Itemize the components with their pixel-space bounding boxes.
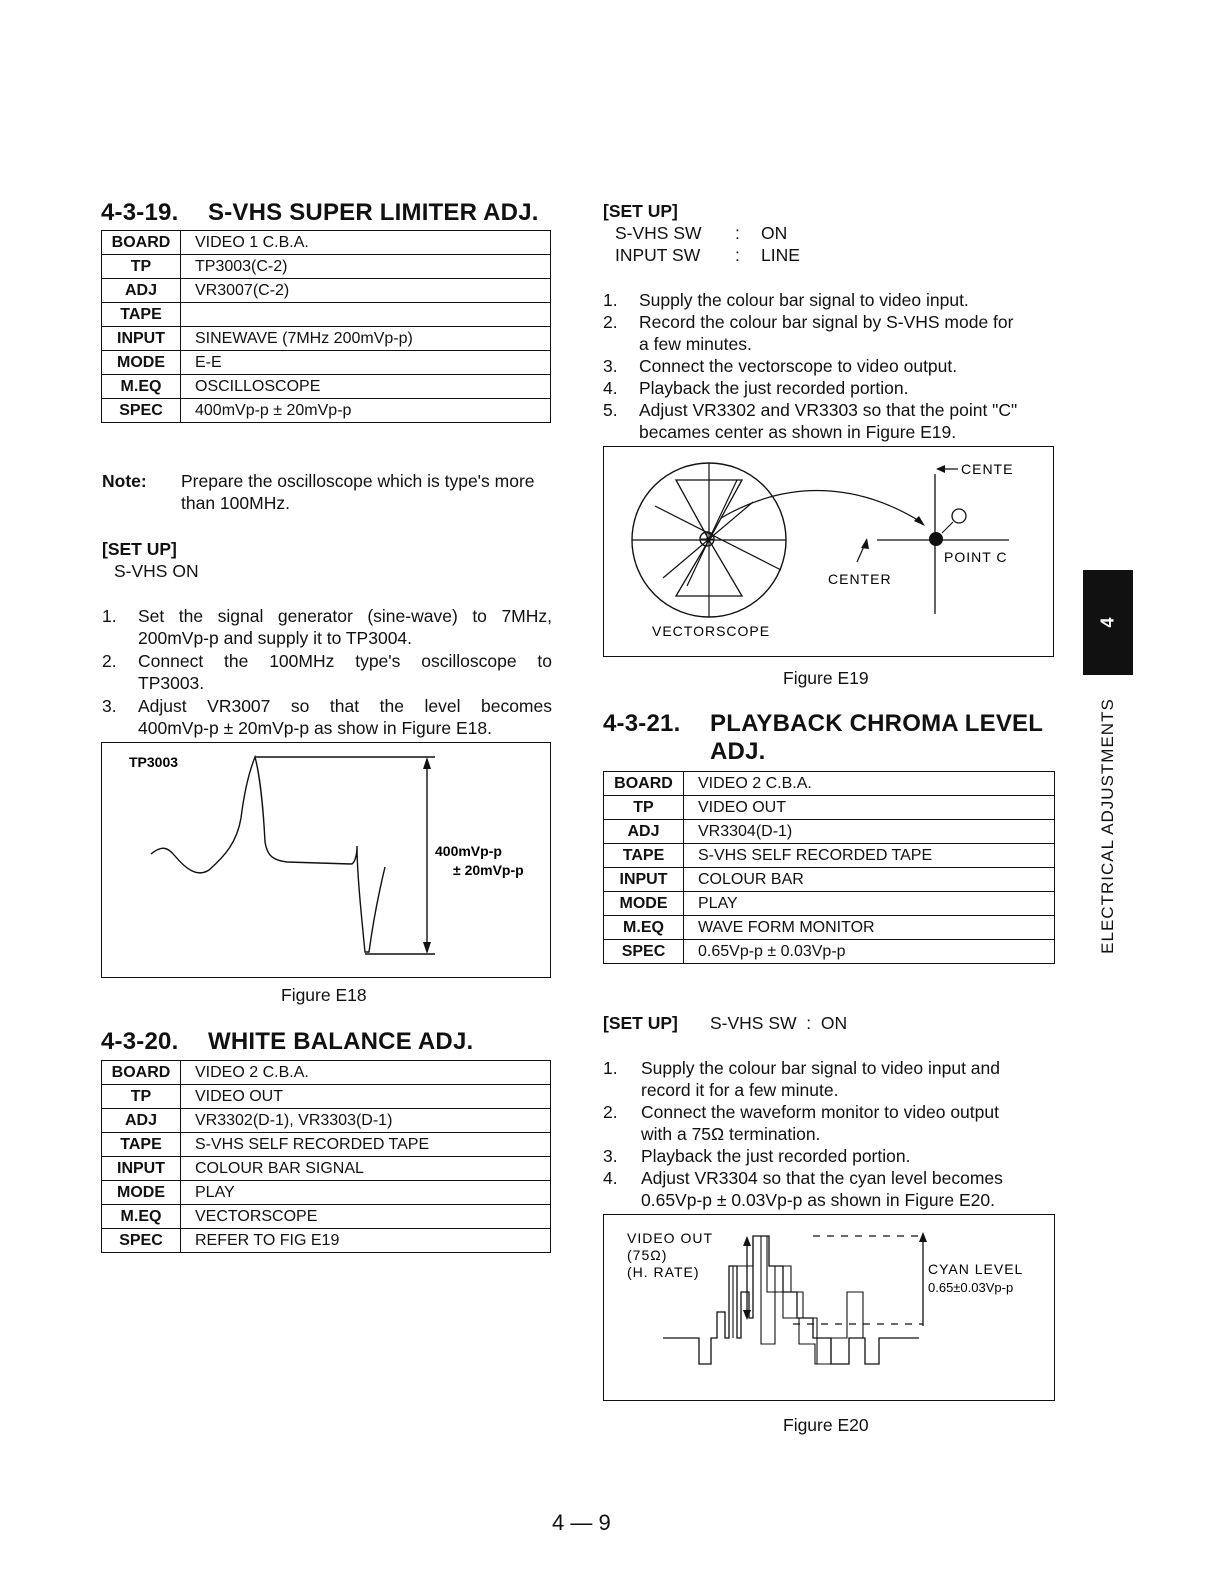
table-key: MODE [102, 351, 181, 375]
step-text: Connect the vectorscope to video output. [639, 356, 958, 376]
table-row [102, 1109, 551, 1133]
step-number: 3. [603, 1146, 618, 1166]
arrow-head-up [919, 1232, 927, 1242]
table-row [102, 1157, 551, 1181]
table-key: SPEC [102, 399, 181, 423]
list-item [603, 1167, 1055, 1211]
table-row [102, 255, 551, 279]
list-item [603, 1145, 1055, 1167]
section-heading: PLAYBACK CHROMA LEVEL [710, 710, 1044, 737]
setup-label: [SET UP] [102, 539, 177, 559]
list-item [102, 605, 552, 649]
setup-row [615, 222, 787, 244]
step-text: Record the colour bar signal by S-VHS mode for [639, 312, 1014, 332]
step-text: Playback the just recorded portion. [641, 1146, 911, 1166]
step-text: 0.65Vp-p ± 0.03Vp-p as shown in Figure E20. [641, 1190, 995, 1210]
arrow-head-down [423, 942, 431, 954]
center-label: CENTER [827, 570, 892, 587]
point-c-label: POINT C [943, 548, 1008, 565]
setup-separator: : [735, 223, 740, 243]
table-key: MODE [604, 892, 684, 916]
table-row [102, 399, 551, 423]
list-item [603, 355, 1055, 377]
step-text: record it for a few minute. [641, 1080, 839, 1100]
list-item [102, 650, 552, 694]
step-number: 4. [603, 378, 618, 398]
point-c-arrow [942, 522, 953, 533]
table-value: PLAY [181, 1181, 551, 1205]
star-line [687, 480, 737, 586]
table-value: VIDEO OUT [181, 1085, 551, 1109]
section-number: 4-3-20. [101, 1028, 179, 1055]
chapter-number: 4 [1097, 617, 1118, 628]
step-text: 400mVp-p ± 20mVp-p as show in Figure E18. [138, 718, 492, 738]
table-row [604, 916, 1055, 940]
table-key: INPUT [102, 1157, 181, 1181]
list-item [603, 399, 1055, 443]
spec-table-4-3-19 [101, 230, 551, 423]
table-row [604, 820, 1055, 844]
step-number: 2. [603, 1102, 618, 1122]
table-row [102, 327, 551, 351]
table-key: SPEC [604, 940, 684, 964]
vectorscope-diagram [603, 446, 1054, 657]
table-row [604, 796, 1055, 820]
section-4-3-20-title [101, 1028, 473, 1056]
table-value: PLAY [684, 892, 1055, 916]
ohm-label: (75Ω) [626, 1246, 667, 1263]
table-value: VR3302(D-1), VR3303(D-1) [181, 1109, 551, 1133]
list-item [603, 1101, 1055, 1145]
table-key: BOARD [604, 772, 684, 796]
step-text: Connect the waveform monitor to video output [641, 1102, 999, 1122]
table-row [102, 1205, 551, 1229]
step-number: 5. [603, 400, 618, 420]
note-text-line1: Prepare the oscilloscope which is type's more [181, 471, 535, 491]
step-text: Adjust VR3304 so that the cyan level becomes [641, 1168, 1003, 1188]
setup-row [615, 244, 800, 266]
step-text: Supply the colour bar signal to video input. [639, 290, 969, 310]
step-number: 1. [102, 606, 117, 626]
step-text: Adjust VR3007 so that the level becomes [138, 696, 552, 716]
spec-table-4-3-20 [101, 1060, 551, 1253]
setup-label: [SET UP] [603, 1013, 678, 1033]
colour-bar-waveform-overlay [761, 1236, 863, 1364]
table-row [102, 231, 551, 255]
step-text: Connect the 100MHz type's oscilloscope to [138, 651, 552, 671]
cente-arrow-head [936, 465, 945, 473]
table-key: M.EQ [102, 375, 181, 399]
table-value: VIDEO 1 C.B.A. [181, 231, 551, 255]
table-value: VECTORSCOPE [181, 1205, 551, 1229]
table-value: COLOUR BAR SIGNAL [181, 1157, 551, 1181]
cente-label: CENTE [960, 460, 1013, 477]
waveform-monitor-diagram [603, 1214, 1055, 1401]
point-c-dot [929, 532, 943, 546]
table-row [604, 772, 1055, 796]
side-label: ELECTRICAL ADJUSTMENTS [1098, 698, 1117, 954]
table-key: TP [604, 796, 684, 820]
step-text: Set the signal generator (sine-wave) to 7MHz, [138, 606, 552, 626]
section-number: 4-3-21. [603, 710, 681, 737]
table-value: VR3007(C-2) [181, 279, 551, 303]
step-text: TP3003. [138, 673, 205, 693]
table-value: COLOUR BAR [684, 868, 1055, 892]
figure-e20 [603, 1214, 1055, 1401]
step-number: 1. [603, 290, 618, 310]
level-label-1: 400mVp-p [434, 842, 502, 859]
table-key: TP [102, 1085, 181, 1109]
step-number: 4. [603, 1168, 618, 1188]
page-number: 4 — 9 [552, 1510, 611, 1535]
table-key: TP [102, 255, 181, 279]
center-target-circle [952, 509, 966, 523]
video-out-label: VIDEO OUT [626, 1229, 713, 1246]
setup-key: S-VHS SW [615, 223, 702, 243]
list-item [603, 1057, 1055, 1101]
oscilloscope-waveform-diagram [101, 742, 551, 978]
table-value: S-VHS SELF RECORDED TAPE [684, 844, 1055, 868]
note-text-line2: than 100MHz. [181, 493, 290, 513]
setup-key: INPUT SW [615, 245, 701, 265]
section-number: 4-3-19. [101, 199, 179, 226]
chapter-tab [1083, 570, 1133, 675]
zoom-arrow-head [914, 516, 925, 526]
step-text: with a 75Ω termination. [641, 1124, 821, 1144]
table-key: M.EQ [604, 916, 684, 940]
colour-bar-waveform [663, 1236, 919, 1364]
cyan-level-value: 0.65±0.03Vp-p [927, 1279, 1013, 1295]
table-key: BOARD [102, 1061, 181, 1085]
table-row [102, 351, 551, 375]
setup-label: [SET UP] [603, 201, 678, 221]
center-pointer-head [861, 538, 869, 549]
table-value: 400mVp-p ± 20mVp-p [181, 399, 551, 423]
table-value: 0.65Vp-p ± 0.03Vp-p [684, 940, 1055, 964]
table-key: TAPE [102, 1133, 181, 1157]
table-key: INPUT [102, 327, 181, 351]
table-key: ADJ [102, 279, 181, 303]
table-key: ADJ [604, 820, 684, 844]
table-row [102, 303, 551, 327]
table-value: S-VHS SELF RECORDED TAPE [181, 1133, 551, 1157]
arrow-head-up [743, 1236, 751, 1246]
section-heading-continued: ADJ. [710, 738, 766, 765]
table-key: M.EQ [102, 1205, 181, 1229]
table-value: SINEWAVE (7MHz 200mVp-p) [181, 327, 551, 351]
arrow-head-up [423, 757, 431, 769]
figure-e19-caption: Figure E19 [783, 668, 869, 688]
setup-line: S-VHS SW : ON [710, 1013, 848, 1033]
colour-bar-waveform-overlay [733, 1236, 831, 1364]
table-row [604, 892, 1055, 916]
level-label-2: ± 20mVp-p [452, 861, 524, 878]
setup-separator: : [735, 245, 740, 265]
vectorscope-label: VECTORSCOPE [651, 622, 770, 639]
table-row [102, 1085, 551, 1109]
step-number: 2. [102, 651, 117, 671]
step-number: 3. [102, 696, 117, 716]
list-item [102, 695, 552, 739]
table-row [102, 1229, 551, 1253]
section-heading: S-VHS SUPER LIMITER ADJ. [208, 199, 539, 226]
table-value: TP3003(C-2) [181, 255, 551, 279]
table-key: INPUT [604, 868, 684, 892]
table-value: VIDEO 2 C.B.A. [181, 1061, 551, 1085]
table-row [102, 279, 551, 303]
table-row [102, 1181, 551, 1205]
list-item [603, 289, 1055, 311]
step-text: Adjust VR3302 and VR3303 so that the point "C" [639, 400, 1018, 420]
step-number: 2. [603, 312, 618, 332]
table-value: VIDEO 2 C.B.A. [684, 772, 1055, 796]
tp-label: TP3003 [128, 753, 178, 770]
zoom-arrow [721, 490, 921, 521]
spec-table-4-3-21 [603, 771, 1055, 964]
section-4-3-21-title [603, 710, 1043, 738]
table-row [102, 1133, 551, 1157]
figure-e19 [603, 446, 1054, 657]
table-value: WAVE FORM MONITOR [684, 916, 1055, 940]
step-text: a few minutes. [639, 334, 752, 354]
note-label: Note: [102, 471, 147, 491]
table-row [102, 1061, 551, 1085]
table-value [181, 303, 551, 327]
cyan-level-label: CYAN LEVEL [927, 1260, 1023, 1277]
table-row [604, 844, 1055, 868]
table-value: VR3304(D-1) [684, 820, 1055, 844]
section-heading: WHITE BALANCE ADJ. [208, 1028, 474, 1055]
table-key: TAPE [604, 844, 684, 868]
table-row [102, 375, 551, 399]
setup-value: ON [761, 223, 788, 243]
table-key: SPEC [102, 1229, 181, 1253]
table-value: OSCILLOSCOPE [181, 375, 551, 399]
figure-e20-caption: Figure E20 [783, 1415, 869, 1435]
section-4-3-19-title [101, 199, 539, 227]
setup-line: S-VHS ON [114, 561, 199, 581]
figure-e18 [101, 742, 551, 978]
list-item [603, 377, 1055, 399]
table-value: REFER TO FIG E19 [181, 1229, 551, 1253]
step-text: 200mVp-p and supply it to TP3004. [138, 628, 413, 648]
step-number: 1. [603, 1058, 618, 1078]
table-key: MODE [102, 1181, 181, 1205]
table-value: E-E [181, 351, 551, 375]
step-text: Playback the just recorded portion. [639, 378, 909, 398]
table-key: TAPE [102, 303, 181, 327]
star-line [655, 506, 781, 570]
list-item [603, 311, 1055, 355]
table-key: ADJ [102, 1109, 181, 1133]
h-rate-label: (H. RATE) [626, 1263, 700, 1280]
figure-e18-caption: Figure E18 [281, 985, 367, 1005]
step-text: becames center as shown in Figure E19. [639, 422, 957, 442]
table-row [604, 940, 1055, 964]
waveform-trace [151, 757, 385, 952]
setup-value: LINE [761, 245, 800, 265]
table-key: BOARD [102, 231, 181, 255]
table-row [604, 868, 1055, 892]
step-text: Supply the colour bar signal to video input and [641, 1058, 1000, 1078]
table-value: VIDEO OUT [684, 796, 1055, 820]
step-number: 3. [603, 356, 618, 376]
